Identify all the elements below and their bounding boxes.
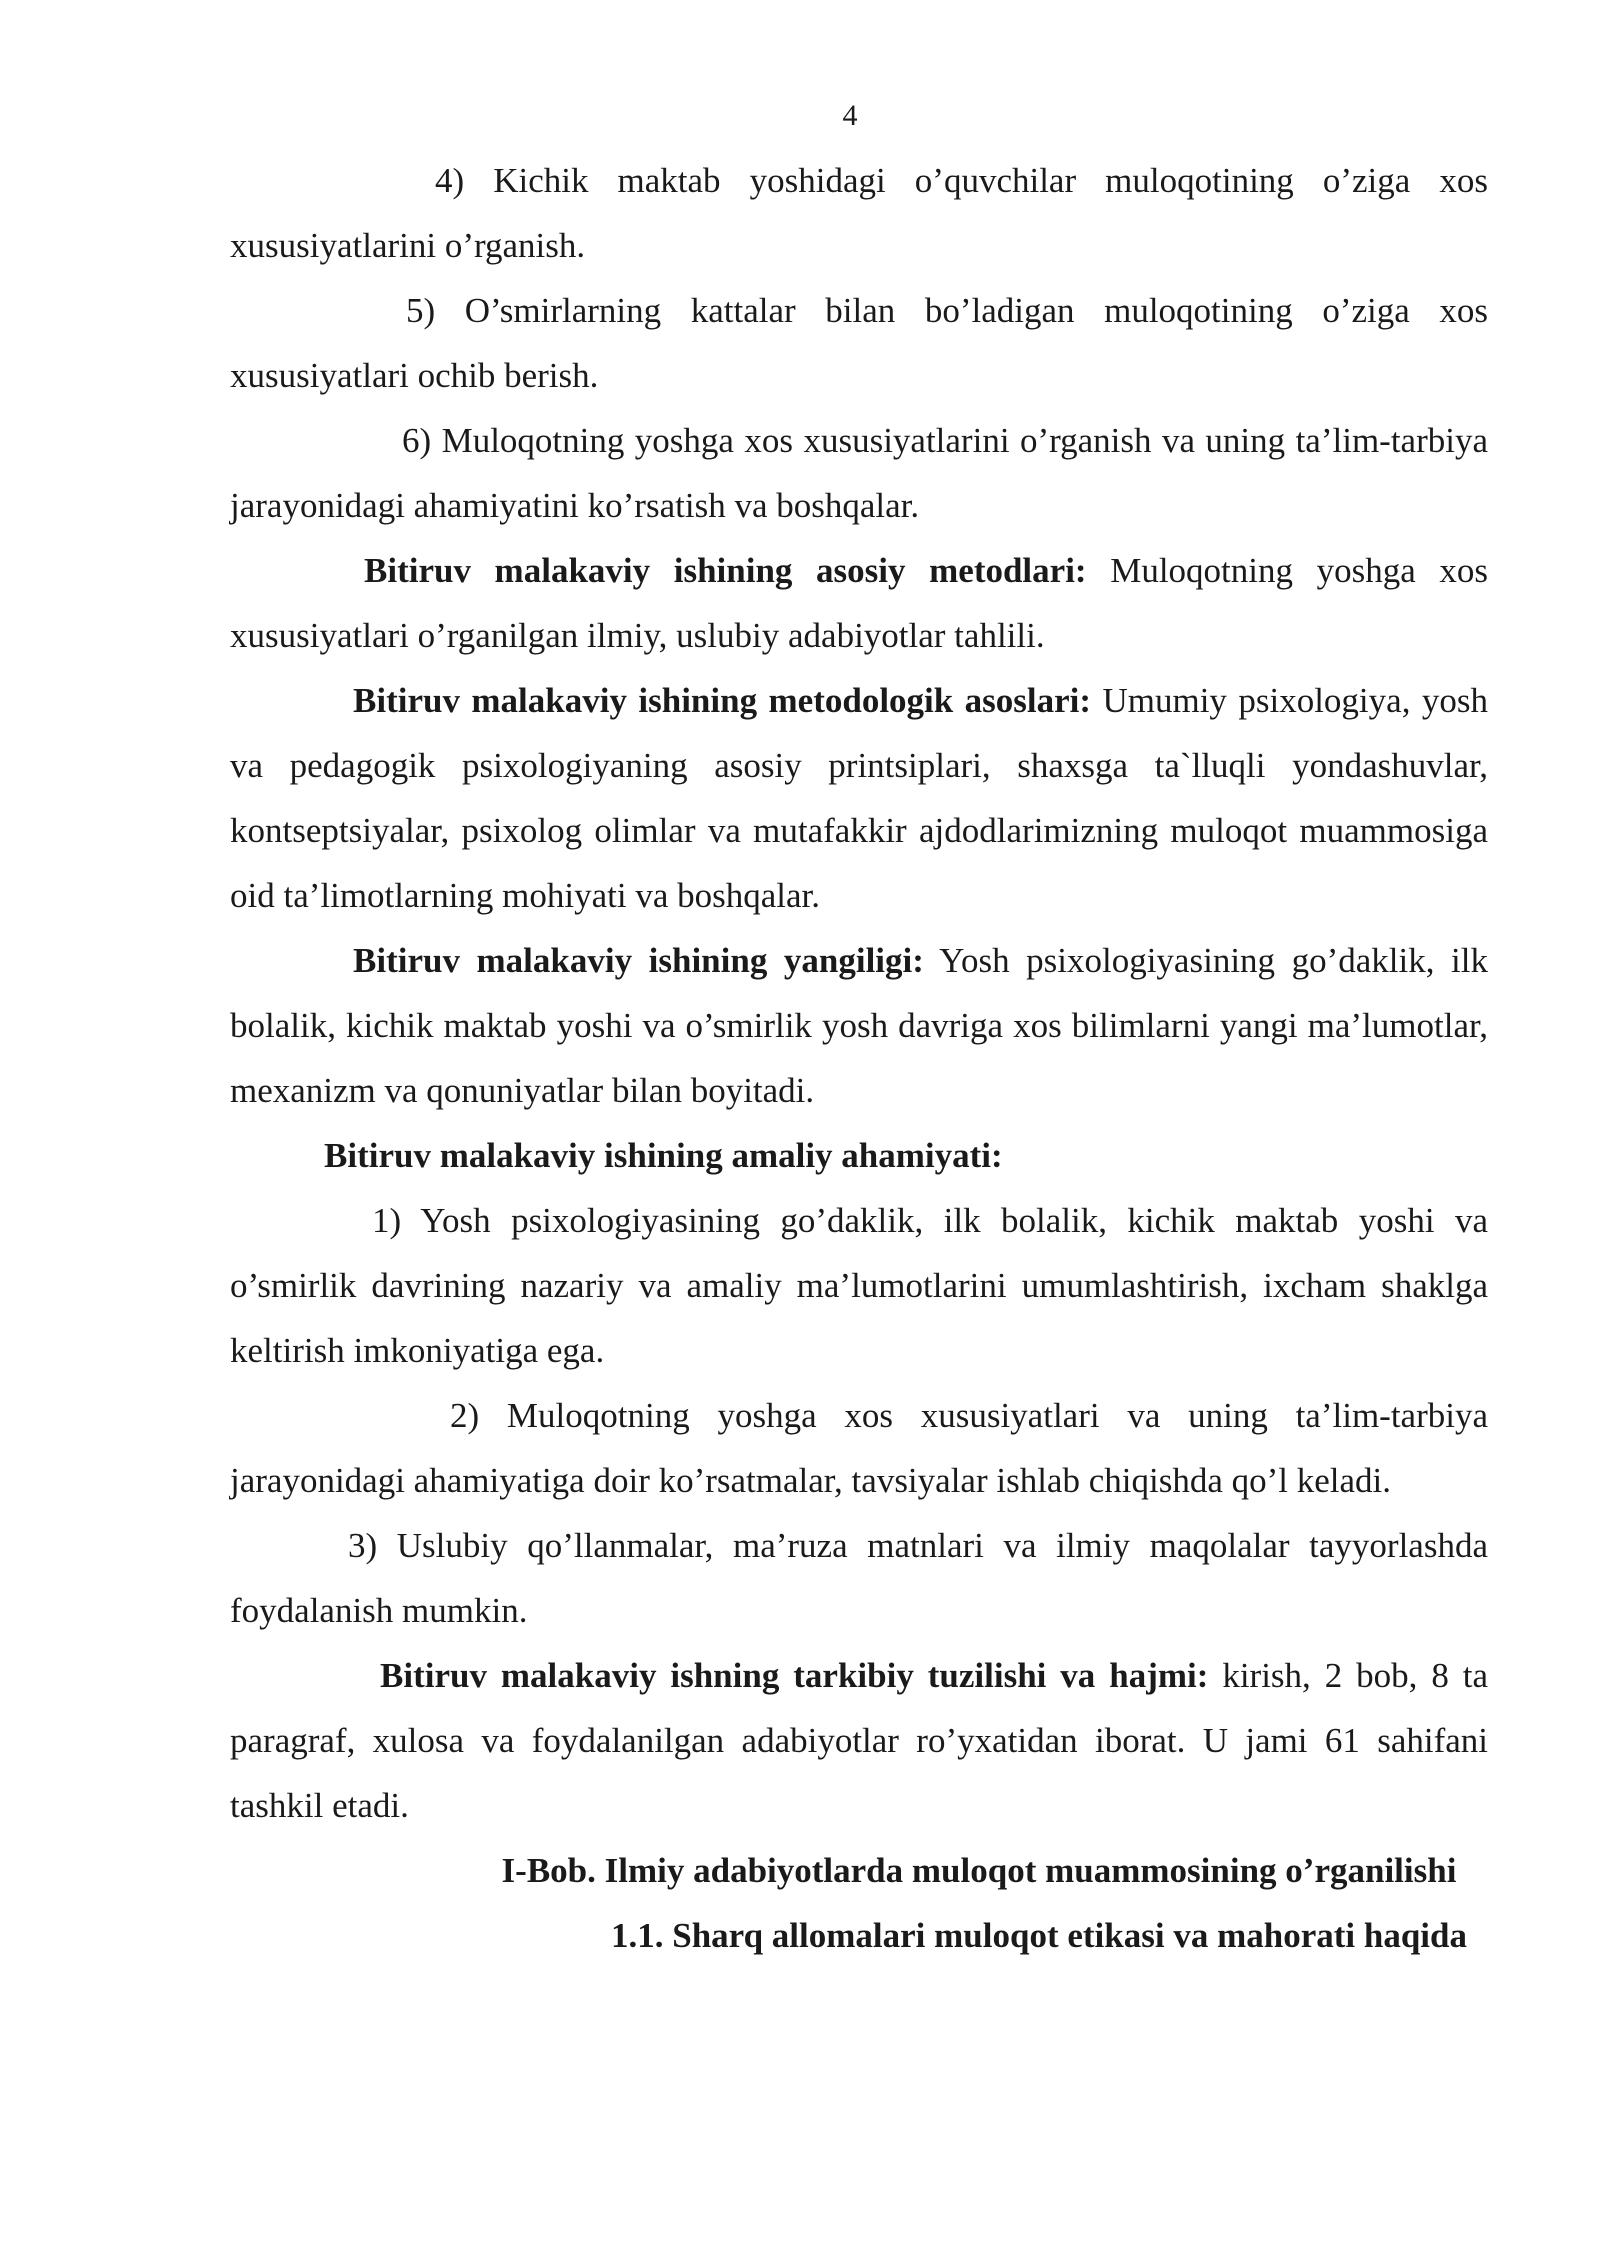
paragraph-practical-3 (230, 1513, 1488, 1643)
page-number: 4 (842, 99, 858, 132)
paragraph-structure (230, 1643, 1488, 1838)
paragraph-lead: Bitiruv malakaviy ishining asosiy metodlari: (364, 551, 1087, 590)
paragraph-text: Umumiy psixologiya, yosh va pedagogik psixologiyaning asosiy printsiplari, shaxsga ta`lluqli yondashuvlar, kontseptsiyalar, psixolog olimlar va mutafakkir ajdodlarimizning muloqot muammosiga oid ta’limotlarning mohiyati va boshqalar. (230, 681, 1488, 915)
paragraph-task-4 (230, 148, 1488, 278)
document-body (230, 148, 1488, 1968)
paragraph-task-5 (230, 278, 1488, 408)
paragraph-novelty (230, 928, 1488, 1123)
paragraph-methodology (230, 668, 1488, 928)
paragraph-task-6 (230, 408, 1488, 538)
paragraph-lead: Bitiruv malakaviy ishining amaliy ahamiyati: (324, 1136, 1003, 1175)
paragraph-practical-heading (230, 1123, 1488, 1188)
section-heading: 1.1. Sharq allomalari muloqot etikasi va mahorati haqida (611, 1916, 1467, 1955)
paragraph-text: Yosh psixologiyasining go’daklik, ilk bolalik, kichik maktab yoshi va o’smirlik yosh davriga xos bilimlarni yangi ma’lumotlar, mexanizm va qonuniyatlar bilan boyitadi. (230, 941, 1488, 1110)
paragraph-text: 1) Yosh psixologiyasining go’daklik, ilk bolalik, kichik maktab yoshi va o’smirlik davrining nazariy va amaliy ma’lumotlarini umumlashtirish, ixcham shaklga keltirish imkoniyatiga ega. (230, 1201, 1488, 1370)
paragraph-text: 2) Muloqotning yoshga xos xususiyatlari va uning ta’lim-tarbiya jarayonidagi ahamiyatiga doir ko’rsatmalar, tavsiyalar ishlab chiqishda qo’l keladi. (230, 1396, 1488, 1500)
paragraph-lead: Bitiruv malakaviy ishining yangiligi: (353, 941, 924, 980)
paragraph-text: 4) Kichik maktab yoshidagi o’quvchilar muloqotining o’ziga xos xususiyatlarini o’rganish. (230, 161, 1488, 265)
paragraph-methods (230, 538, 1488, 668)
paragraph-lead: Bitiruv malakaviy ishning tarkibiy tuzilishi va hajmi: (380, 1656, 1209, 1695)
paragraph-lead: Bitiruv malakaviy ishining metodologik asoslari: (353, 681, 1092, 720)
paragraph-text: Muloqotning yoshga xos xususiyatlari o’rganilgan ilmiy, uslubiy adabiyotlar tahlili. (230, 551, 1488, 655)
paragraph-text: kirish, 2 bob, 8 ta paragraf, xulosa va foydalanilgan adabiyotlar ro’yxatidan iborat. U jami 61 sahifani tashkil etadi. (230, 1656, 1489, 1825)
paragraph-text: 6) Muloqotning yoshga xos xususiyatlarini o’rganish va uning ta’lim-tarbiya jarayonidagi ahamiyatini ko’rsatish va boshqalar. (230, 421, 1488, 525)
chapter-heading: I-Bob. Ilmiy adabiyotlarda muloqot muammosining o’rganilishi (501, 1851, 1457, 1890)
paragraph-text: 3) Uslubiy qo’llanmalar, ma’ruza matnlari va ilmiy maqolalar tayyorlashda foydalanish mumkin. (230, 1526, 1488, 1630)
paragraph-practical-2 (230, 1383, 1488, 1513)
paragraph-text: 5) O’smirlarning kattalar bilan bo’ladigan muloqotining o’ziga xos xususiyatlari ochib berish. (230, 291, 1488, 395)
paragraph-practical-1 (230, 1188, 1488, 1383)
